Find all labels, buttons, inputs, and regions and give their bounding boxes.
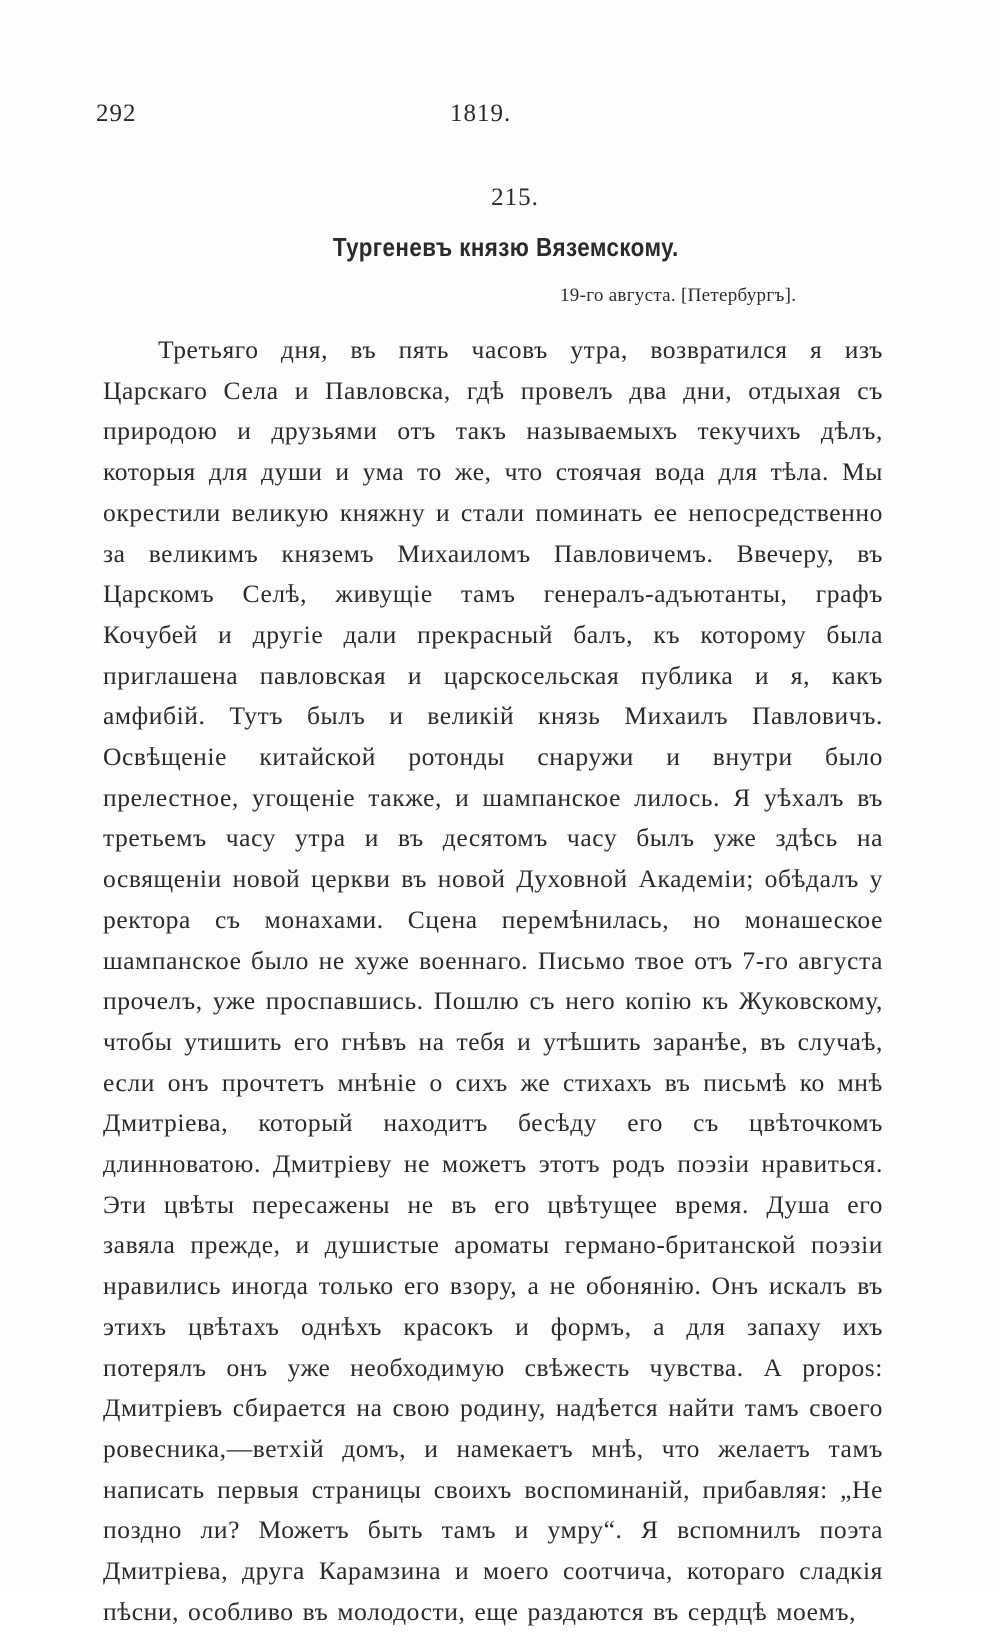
letter-heading: Тургеневъ князю Вяземскому. [332,232,679,262]
running-head-year: 1819. [450,100,512,127]
letter-dateline: 19-го августа. [Петербургъ]. [560,285,797,306]
running-head [96,100,896,140]
letter-number: 215. [491,184,539,211]
page-number: 292 [96,100,137,127]
letter-body-paragraph: Третьяго дня, въ пять часовъ утра, возвратился я изъ Царскаго Села и Павловска, гдѣ провелъ два дни, отдыхая съ природою и друзьями отъ такъ называемыхъ текучихъ дѣлъ, которыя для души и ума то же, что стоячая вода для тѣла. Мы окрестили великую княжну и стали поминать ее непосредственно за великимъ княземъ Михаиломъ Павловичемъ. Ввечеру, въ Царскомъ Селѣ, живущіе тамъ генералъ-адъютанты, графъ Кочубей и другіе дали прекрасный балъ, къ которому была приглашена павловская и царскосельская публика и я, какъ амфибій. Тутъ былъ и великій князь Михаилъ Павловичъ. Освѣщеніе китайской ротонды снаружи и внутри было прелестное, угощеніе также, и шампанское лилось. Я уѣхалъ въ третьемъ часу утра и въ десятомъ часу былъ уже здѣсь на освященіи новой церкви въ новой Духовной Академіи; обѣдалъ у ректора съ монахами. Сцена перемѣнилась, но монашеское шампанское было не хуже военнаго. Письмо твое отъ 7-го августа прочелъ, уже проспавшись. Пошлю съ него копію къ Жуковскому, чтобы утишить его гнѣвъ на тебя и утѣшить заранѣе, въ случаѣ, если онъ прочтетъ мнѣніе о сихъ же стихахъ въ письмѣ ко мнѣ Дмитріева, который находитъ бесѣду его съ цвѣточкомъ длинноватою. Дмитріеву не можетъ этотъ родъ поэзіи нравиться. Эти цвѣты пересажены не въ его цвѣтущее время. Душа его завяла прежде, и душистые ароматы германо-британской поэзіи нравились иногда только его взору, а не обонянію. Онъ искалъ въ этихъ цвѣтахъ однѣхъ красокъ и формъ, а для запаху ихъ потерялъ онъ уже необходимую свѣжесть чувства. А propos: Дмитріевъ сбирается на свою родину, надѣется найти тамъ своего ровесника,—ветхій домъ, и намекаетъ мнѣ, что желаетъ тамъ написать первыя страницы своихъ воспоминаній, прибавляя: „Не поздно ли? Можетъ быть тамъ и умру“. Я вспомнилъ поэта Дмитріева, друга Карамзина и моего соотчича, котораго сладкія пѣсни, особливо въ молодости, еще раздаются въ сердцѣ моемъ, [103,335,883,1626]
